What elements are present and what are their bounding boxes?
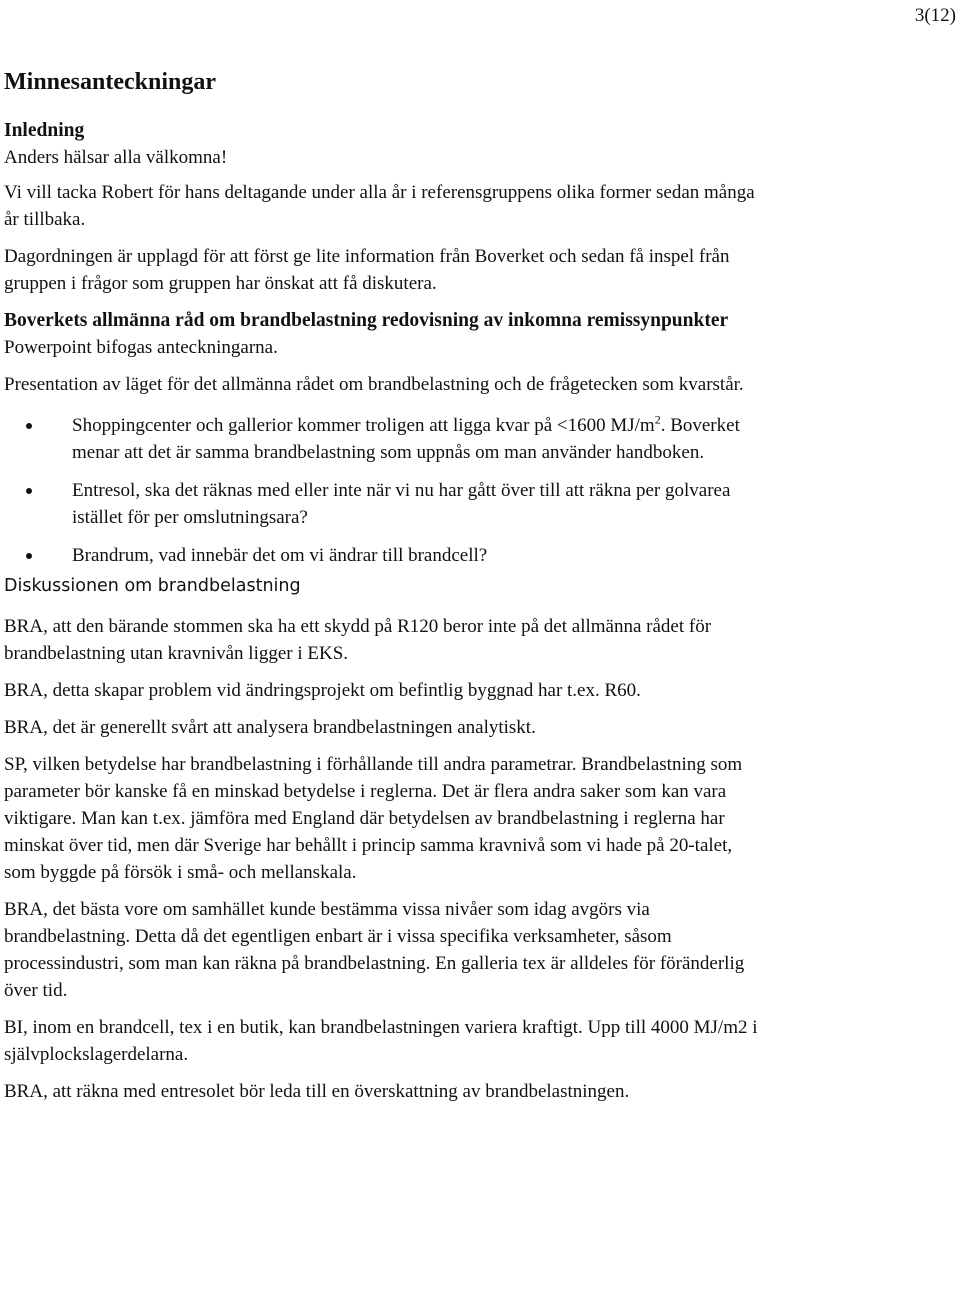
issues-list [4, 412, 764, 569]
presentation-paragraph: Presentation av läget för det allmänna rådet om brandbelastning och de frågetecken som kvarstår. [4, 374, 744, 395]
section-heading-brandbelastning: Boverkets allmänna råd om brandbelastning redovisning av inkomna remissynpunkter [4, 310, 729, 331]
discussion-paragraph: BRA, att den bärande stommen ska ha ett skydd på R120 beror inte på det allmänna rådet för brandbelastning utan kravnivån ligger i EKS. [4, 616, 712, 664]
bullet-icon [26, 488, 32, 494]
discussion-paragraph: SP, vilken betydelse har brandbelastning i förhållande till andra parametrar. Brandbelastning som parameter bör kanske få en minskad betydelse i reglerna. Det är flera andra saker som kan vara viktigare. Man kan t.ex. jämföra med England där betydelsen av brandbelastning i reglerna har minskat över tid, men där Sverige har behållt i princip samma kravnivå som vi hade på 20-talet, som byggde på försök i små- och mellanskala. [4, 754, 743, 883]
discussion-paragraph: BRA, att räkna med entresolet bör leda till en överskattning av brandbelastningen. [4, 1081, 630, 1102]
bullet-icon [26, 423, 32, 429]
discussion-paragraph: BRA, det är generellt svårt att analysera brandbelastningen analytiskt. [4, 717, 536, 738]
intro-heading: Inledning [4, 120, 85, 141]
intro-line-1: Anders hälsar alla välkomna! [4, 147, 228, 168]
page-number: 3(12) [914, 5, 956, 26]
list-item: Entresol, ska det räknas med eller inte när vi nu har gått över till att räkna per golvarea istället för per omslutningsara? [4, 477, 764, 531]
intro-line-3: Dagordningen är upplagd för att först ge lite information från Boverket och sedan få inspel från gruppen i frågor som gruppen har önskat att få diskutera. [4, 246, 730, 294]
document-title: Minnesanteckningar [4, 69, 217, 95]
intro-line-2: Vi vill tacka Robert för hans deltagande under alla år i referensgruppens olika former sedan många år tillbaka. [4, 182, 755, 230]
list-item: Shoppingcenter och gallerior kommer troligen att ligga kvar på <1600 $MJ/m^2$. Boverket menar att det är samma brandbelastning som uppnås om man använder handboken. [4, 412, 764, 466]
discussion-paragraph: BRA, detta skapar problem vid ändringsprojekt om befintlig byggnad har t.ex. R60. [4, 680, 641, 701]
discussion-paragraph: BRA, det bästa vore om samhället kunde bestämma vissa nivåer som idag avgörs via brandbelastning. Detta då det egentligen enbart är i vissa specifika verksamheter, såsom processindustri, som man kan räkna på brandbelastning. En galleria tex är alldeles för föränderlig över tid. [4, 899, 745, 1001]
discussion-paragraph: BI, inom en brandcell, tex i en butik, kan brandbelastningen variera kraftigt. Upp till 4000 MJ/m2 i självplockslagerdelarna. [4, 1017, 758, 1065]
bullet-icon [26, 553, 32, 559]
discussion-heading: Diskussionen om brandbelastning [4, 576, 301, 596]
powerpoint-note: Powerpoint bifogas anteckningarna. [4, 337, 278, 358]
document-body [4, 66, 764, 1105]
list-item: Brandrum, vad innebär det om vi ändrar till brandcell? [4, 542, 764, 569]
